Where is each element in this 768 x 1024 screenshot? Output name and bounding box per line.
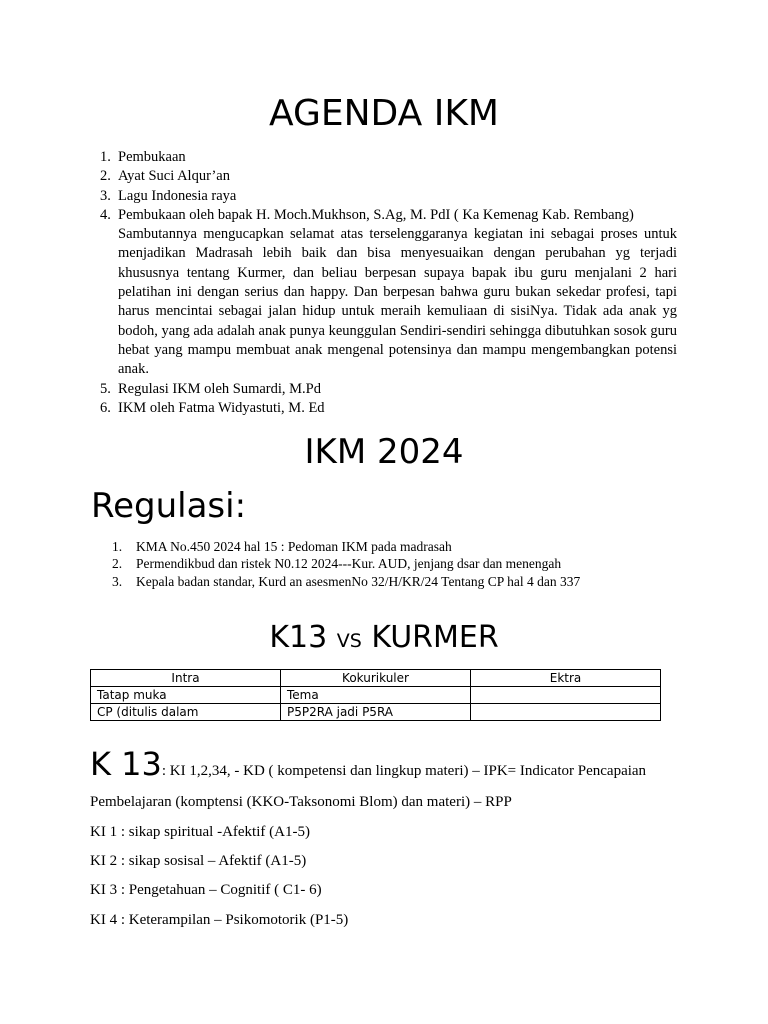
- table-cell: CP (ditulis dalam: [91, 704, 281, 721]
- list-number: 4.: [100, 206, 111, 223]
- ki-line: KI 1 : sikap spiritual -Afektif (A1-5): [90, 824, 310, 840]
- k13-intro-line: [90, 745, 690, 783]
- agenda-item: [90, 187, 677, 206]
- list-number: 1.: [100, 149, 111, 165]
- k13-label: K 13: [90, 745, 162, 783]
- table-cell: [471, 687, 661, 704]
- comparison-title-left: K13: [269, 620, 328, 655]
- table-cell: P5P2RA jadi P5RA: [281, 704, 471, 721]
- regulation-item: [90, 573, 690, 590]
- comparison-table: [90, 669, 661, 721]
- column-header: Ektra: [471, 670, 661, 687]
- k13-intro-continuation: Pembelajaran (komptensi (KKO-Taksonomi Blom) dan materi) – RPP: [90, 794, 512, 810]
- ki-line: KI 4 : Keterampilan – Psikomotorik (P1-5): [90, 912, 349, 928]
- agenda-item-text: Lagu Indonesia raya: [118, 187, 237, 204]
- ki-line: KI 3 : Pengetahuan – Cognitif ( C1- 6): [90, 882, 322, 898]
- table-header-row: [91, 670, 661, 687]
- ikm-title: IKM 2024: [304, 432, 464, 472]
- table-cell: Tema: [281, 687, 471, 704]
- list-number: 3.: [100, 187, 111, 204]
- k13-intro-text: : KI 1,2,34, - KD ( kompetensi dan lingkup materi) – IPK= Indicator Pencapaian: [161, 763, 647, 779]
- agenda-item-text: Pembukaan: [118, 149, 186, 165]
- table-row: [91, 687, 661, 704]
- agenda-item-text: Pembukaan oleh bapak H. Moch.Mukhson, S.Ag, M. PdI ( Ka Kemenag Kab. Rembang): [118, 206, 634, 223]
- agenda-list: [90, 148, 677, 418]
- list-number: 2.: [100, 168, 111, 185]
- regulasi-heading: Regulasi:: [91, 486, 247, 526]
- list-number: 6.: [100, 399, 111, 416]
- regulation-text: KMA No.450 2024 hal 15 : Pedoman IKM pada madrasah: [136, 539, 452, 554]
- regulation-text: Kepala badan standar, Kurd an asesmenNo 32/H/KR/24 Tentang CP hal 4 dan 337: [136, 573, 581, 589]
- agenda-item: [90, 148, 677, 167]
- agenda-item: [90, 167, 677, 186]
- ki-line: KI 2 : sikap sosisal – Afektif (A1-5): [90, 853, 307, 869]
- list-number: 3.: [112, 573, 123, 589]
- speech-summary: Sambutannya mengucapkan selamat atas terselenggaranya kegiatan ini sebagai proses untuk menjadikan Madrasah lebih baik dan bisa menyesuaikan dengan perubahan yg terjadi khususnya tentang Kurmer, dan beliau berpesan supaya bapak ibu guru menjalani 2 hari pelatihan ini dengan serius dan happy. Dan berpesan bahwa guru bukan sekedar profesi, tapi harus mencintai sebagai jalan hidup untuk meraih kemuliaan di sisiNya. Tidak ada anak yg bodoh, yang ada adalah anak punya keunggulan Sendiri-sendiri sehingga dibutuhkan sosok guru hebat yang mampu membuat anak mengenal potensinya dan mampu mengembangkan potensi anak.: [118, 226, 677, 378]
- list-number: 2.: [112, 556, 123, 572]
- agenda-item-text: Ayat Suci Alqur’an: [118, 168, 230, 185]
- column-header: Kokurikuler: [281, 670, 471, 687]
- list-number: 1.: [112, 539, 123, 554]
- agenda-item: [90, 380, 677, 399]
- comparison-title: [0, 616, 768, 663]
- comparison-title-right: KURMER: [371, 620, 499, 655]
- agenda-title: AGENDA IKM: [268, 93, 499, 134]
- table-cell: Tatap muka: [91, 687, 281, 704]
- agenda-item-text: Regulasi IKM oleh Sumardi, M.Pd: [118, 380, 321, 397]
- table-row: [91, 704, 661, 721]
- agenda-item: [90, 206, 677, 380]
- list-number: 5.: [100, 380, 111, 397]
- agenda-item-text: IKM oleh Fatma Widyastuti, M. Ed: [118, 399, 325, 416]
- column-header: Intra: [91, 670, 281, 687]
- regulation-list: [90, 538, 690, 590]
- regulation-item: [90, 538, 690, 555]
- table-cell: [471, 704, 661, 721]
- comparison-title-vs: VS: [336, 630, 362, 652]
- regulation-item: [90, 555, 690, 572]
- agenda-item: [90, 399, 677, 418]
- regulation-text: Permendikbud dan ristek N0.12 2024---Kur. AUD, jenjang dsar dan menengah: [136, 556, 562, 572]
